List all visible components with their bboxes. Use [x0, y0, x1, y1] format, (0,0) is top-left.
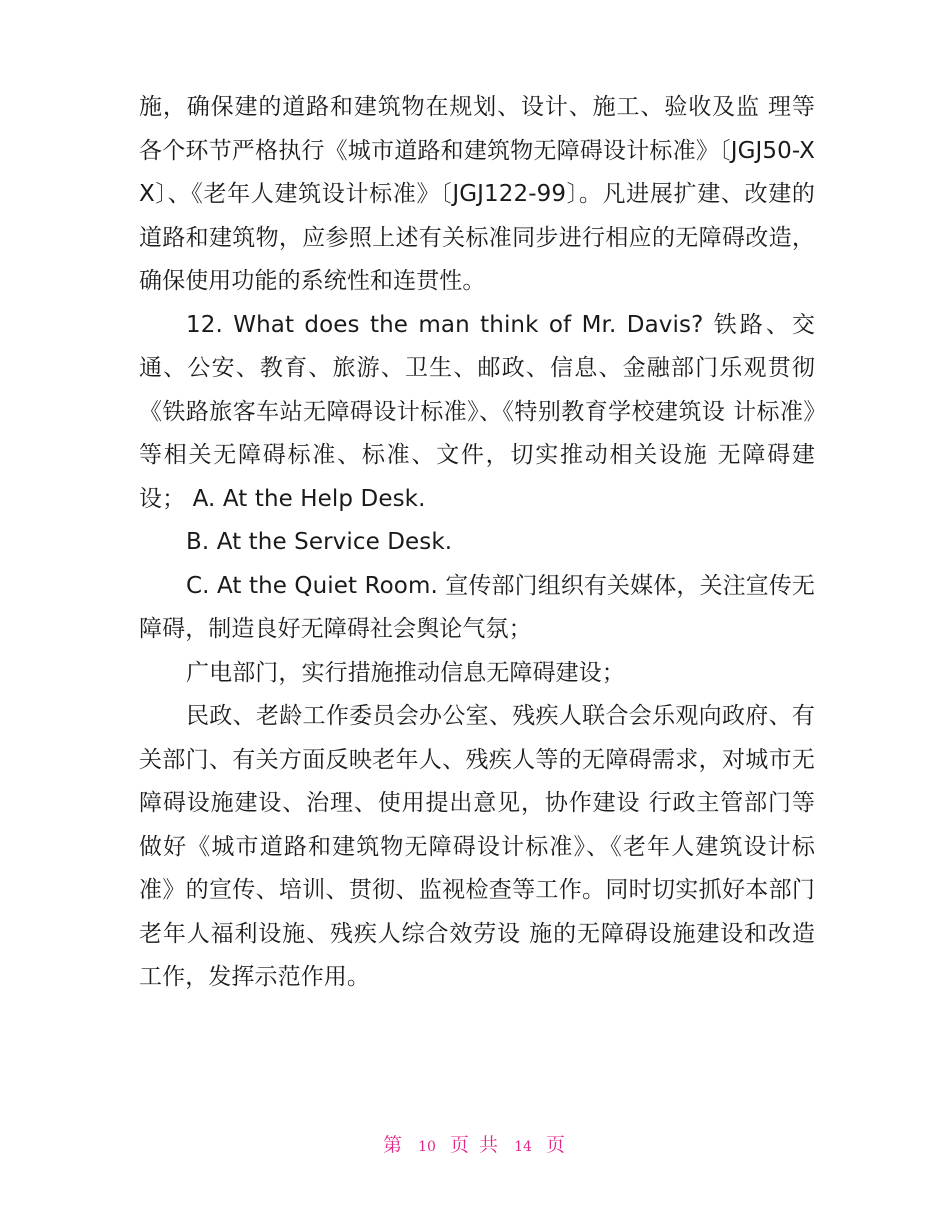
paragraph-6: 民政、老龄工作委员会办公室、残疾人联合会乐观向政府、有关部门、有关方面反映老年人、残疾人等的无障碍需求，对城市无障碍设施建设、治理、使用提出意见，协作建设 行政主管部门等做好《城市道路和建筑物无障碍设计标准》、《老年人建筑设计标准》的宣传、培训、贯彻、监视检查等工作。同时切实抓好本部门老年人福利设施、残疾人综合效劳设 施的无障碍设施建设和改造工作，发挥示范作用。 — [139, 703, 815, 990]
paragraph-2: 12. What does the man think of Mr. Davis? 铁路、交通、公安、教育、旅游、卫生、邮政、信息、金融部门乐观贯彻《铁路旅客车站无障碍设计标准》、《特别教育学校建筑设 计标准》等相关无障碍标准、标准、文件，切实推动相关设施 无障碍建设； A. At the Help Desk. — [139, 311, 815, 512]
paragraph-1: 施，确保建的道路和建筑物在规划、设计、施工、验收及监 理等各个环节严格执行《城市道路和建筑物无障碍设计标准》〔JGJ50-XX〕、《老年人建筑设计标准》〔JGJ122-99〕。凡进展扩建、改建的道路和建筑物，应参照上述有关标准同步进行相应的无障碍改造，确保使用功能的系统性和连贯性。 — [139, 94, 815, 294]
document-body — [139, 86, 815, 1000]
paragraph-4: C. At the Quiet Room. 宣传部门组织有关媒体，关注宣传无障碍，制造良好无障碍社会舆论气氛； — [139, 572, 815, 642]
paragraph-5: 广电部门，实行措施推动信息无障碍建设； — [186, 659, 625, 686]
footer-suffix: 页 — [545, 1134, 567, 1156]
footer-page-number: 10 — [418, 1139, 436, 1155]
page-footer — [0, 1130, 950, 1157]
footer-prefix: 第 — [383, 1134, 405, 1156]
paragraph-3: B. At the Service Desk. — [186, 529, 453, 555]
footer-middle: 页 共 — [449, 1134, 501, 1156]
footer-total-pages: 14 — [514, 1139, 532, 1155]
